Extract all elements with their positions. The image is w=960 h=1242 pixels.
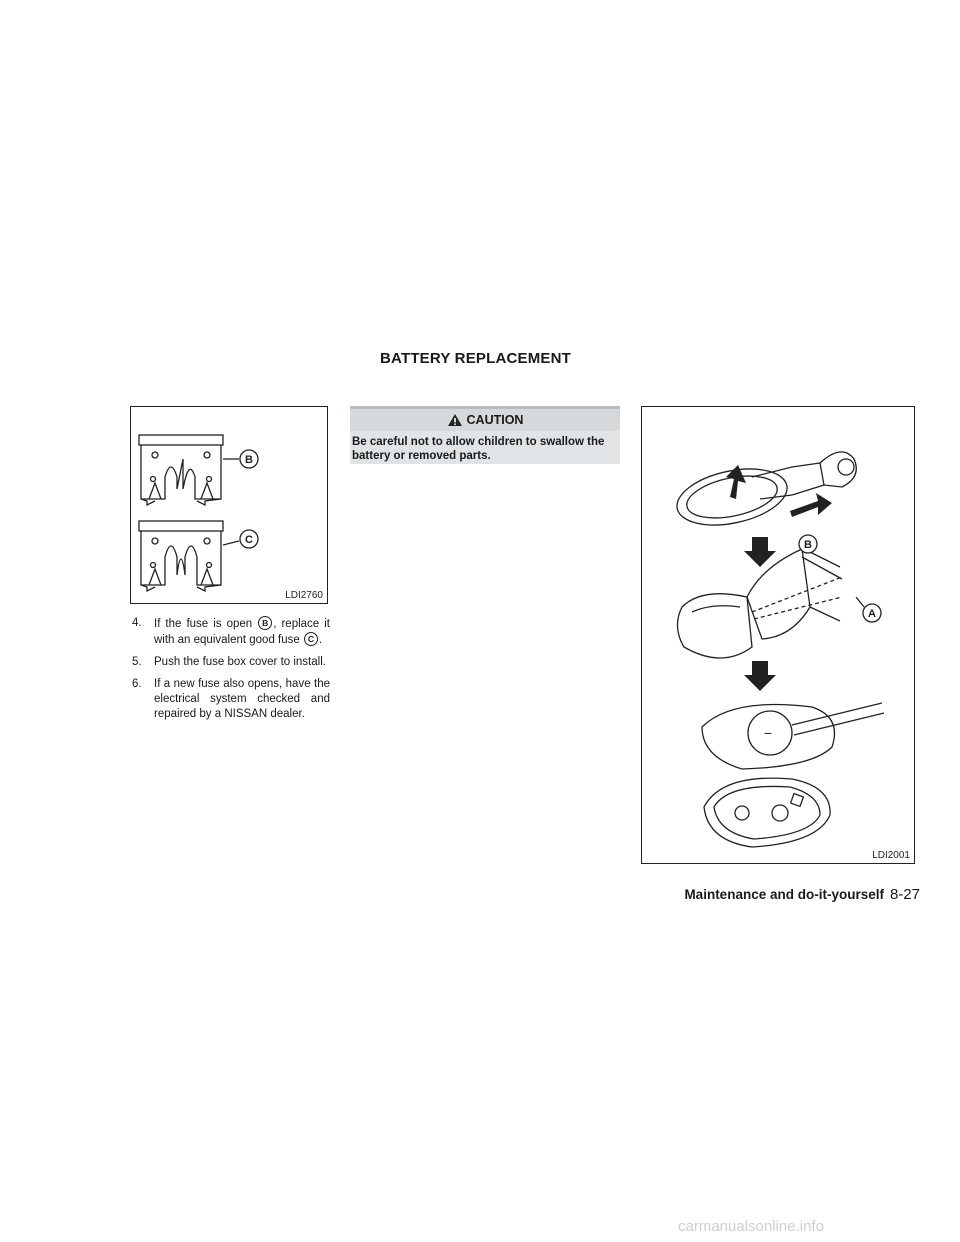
- figure-code: LDI2760: [285, 590, 323, 601]
- footer-section: Maintenance and do-it-yourself: [684, 887, 884, 902]
- battery-figure: [641, 406, 915, 864]
- callout-c-inline: C: [304, 632, 318, 646]
- callout-b: B: [804, 539, 812, 551]
- step-5: 5. Push the fuse box cover to install.: [132, 656, 326, 668]
- step-6: 6. If a new fuse also opens, have the electrical system checked and repaired by a NISSAN dealer.: [132, 678, 330, 720]
- caution-text: Be careful not to allow children to swallow the battery or removed parts.: [352, 436, 605, 462]
- warning-icon: [447, 413, 463, 427]
- caution-header: CAUTION: [350, 409, 620, 431]
- fuse-figure: [130, 406, 328, 604]
- callout-b: B: [245, 454, 253, 466]
- page-number: 8-27: [889, 886, 920, 903]
- fuse-illustration: [131, 407, 327, 603]
- battery-illustration: [642, 407, 914, 863]
- section-title: BATTERY REPLACEMENT: [380, 350, 572, 367]
- caution-box: [350, 406, 620, 464]
- svg-text:−: −: [763, 725, 773, 741]
- callout-c: C: [245, 534, 253, 546]
- step-4: 4. If the fuse is open B , replace it with an equivalent good fuse C .: [132, 617, 330, 646]
- callout-a: A: [868, 608, 876, 620]
- callout-b-inline: B: [258, 616, 272, 630]
- figure-code: LDI2001: [872, 850, 910, 861]
- watermark: carmanualsonline.info: [678, 1218, 824, 1235]
- page-footer: [650, 886, 920, 903]
- instruction-steps: [130, 616, 330, 729]
